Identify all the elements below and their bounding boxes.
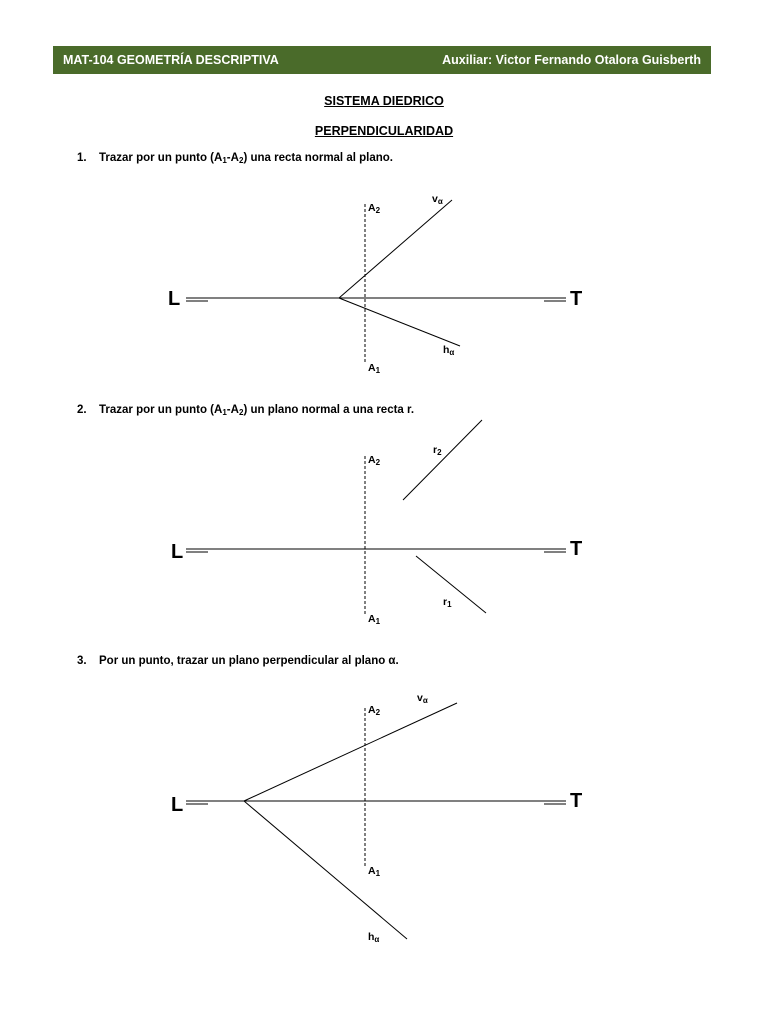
figure-1 [0, 180, 768, 380]
trace-h-alpha [244, 801, 407, 939]
line-r2 [403, 420, 482, 500]
problem-number: 1. [77, 152, 87, 164]
subscript: 2 [238, 408, 244, 417]
assistant-name: Auxiliar: Victor Fernando Otalora Guisberth [442, 53, 701, 67]
sub-title: PERPENDICULARIDAD [314, 124, 454, 138]
problem-text-end: ) un plano normal a una recta r. [243, 404, 415, 416]
problem-text-start: Trazar por un punto (A [99, 152, 223, 164]
label-a2: A2 [368, 454, 381, 467]
problem-text: Por un punto, trazar un plano perpendicular al plano α. [99, 655, 399, 667]
subscript: 1 [222, 408, 227, 417]
trace-v-alpha [339, 200, 452, 298]
label-a1: A1 [368, 865, 381, 878]
label-t: T [570, 288, 583, 310]
label-t: T [570, 790, 583, 812]
point-letter: A [230, 404, 239, 416]
label-r2: r2 [433, 444, 442, 457]
label-h-alpha: hα [368, 931, 380, 944]
problem-number: 3. [77, 655, 87, 667]
label-t: T [570, 538, 583, 560]
dash: - [226, 152, 231, 164]
main-title: SISTEMA DIEDRICO [324, 94, 444, 108]
problem-number: 2. [77, 404, 87, 416]
trace-v-alpha [244, 703, 457, 801]
course-title: MAT-104 GEOMETRÍA DESCRIPTIVA [63, 53, 279, 67]
label-a1: A1 [368, 613, 381, 626]
subscript: 2 [238, 156, 244, 165]
figure-2 [0, 415, 768, 630]
trace-h-alpha [339, 298, 460, 346]
problem-text-end: ) una recta normal al plano. [243, 152, 393, 164]
point-letter: A [230, 152, 239, 164]
problem-3 [77, 655, 399, 667]
dash: - [226, 404, 231, 416]
label-l: L [168, 288, 181, 310]
label-v-alpha: vα [432, 193, 443, 206]
label-l: L [171, 541, 184, 563]
label-a1: A1 [368, 362, 381, 375]
label-v-alpha: vα [417, 692, 428, 705]
label-r1: r1 [443, 596, 452, 609]
label-a2: A2 [368, 202, 381, 215]
label-l: L [171, 794, 184, 816]
page-header [53, 46, 711, 74]
label-h-alpha: hα [443, 344, 455, 357]
label-a2: A2 [368, 704, 381, 717]
problem-1 [77, 152, 393, 165]
figure-3 [0, 680, 768, 955]
problem-text-start: Trazar por un punto (A [99, 404, 223, 416]
subscript: 1 [222, 156, 227, 165]
